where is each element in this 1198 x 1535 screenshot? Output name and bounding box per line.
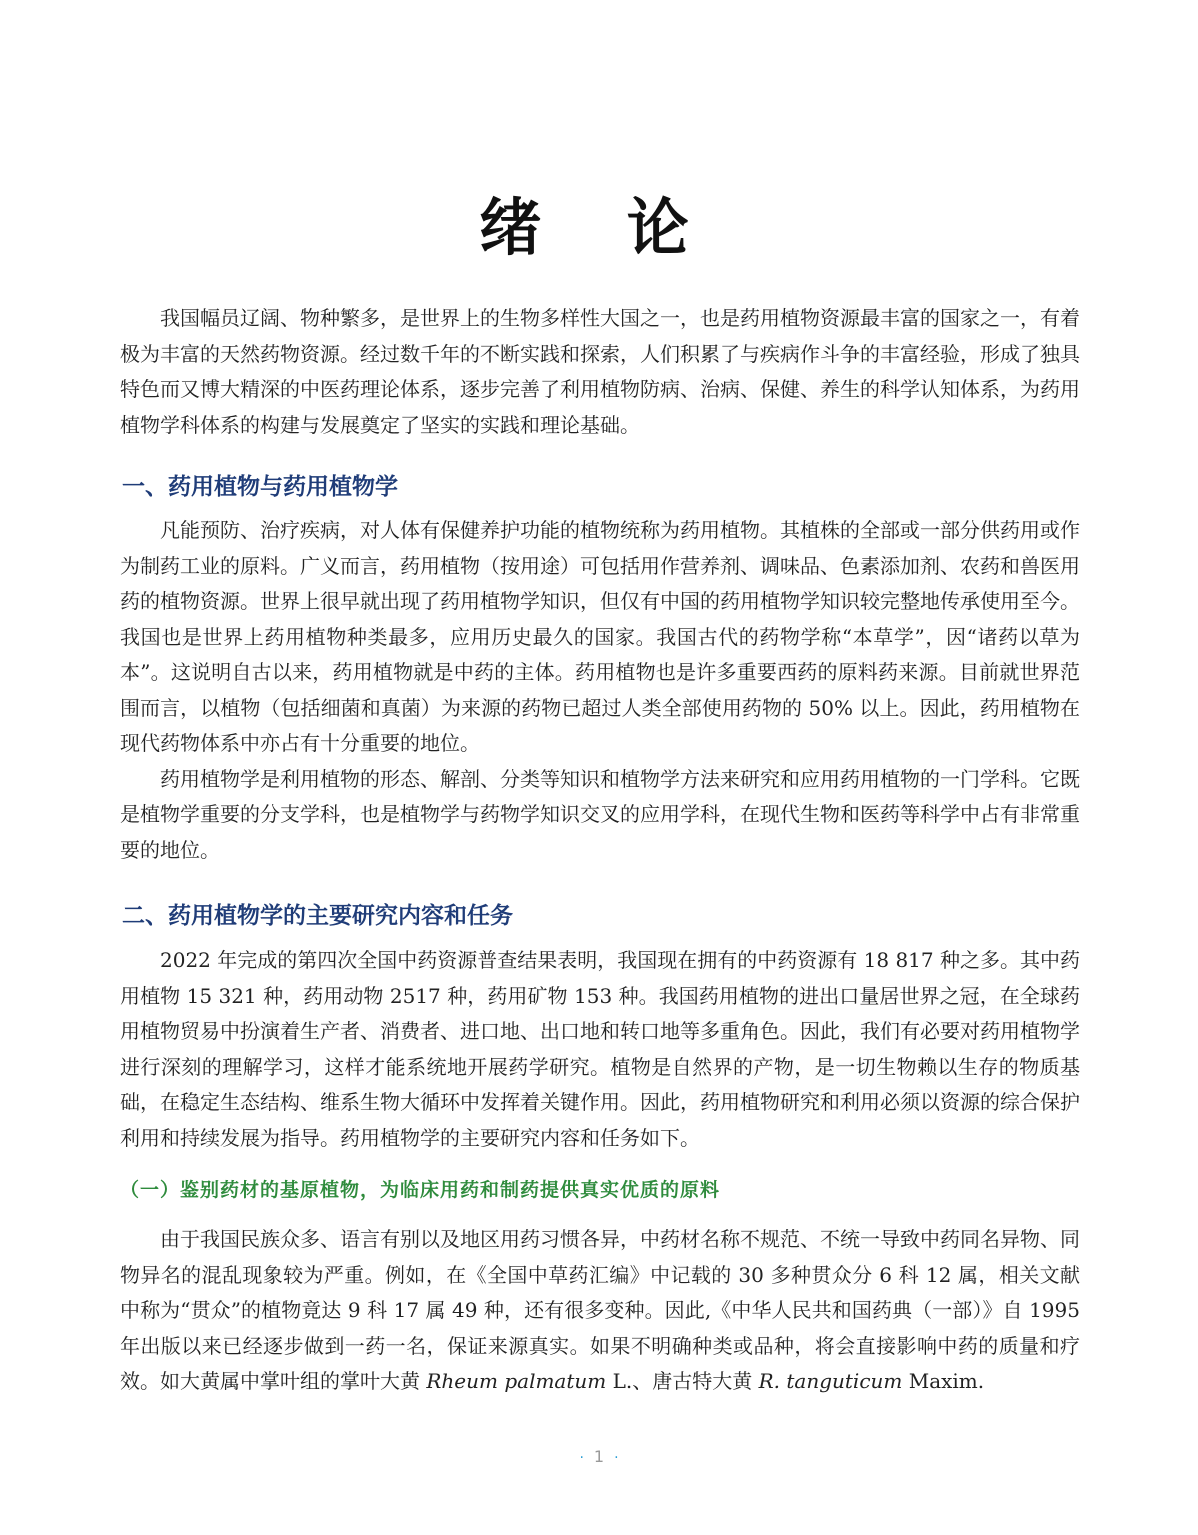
subsection-1-paragraph (120, 1222, 1080, 1400)
page-dot-right-icon: · (614, 1450, 619, 1466)
section-2-heading: 二、药用植物学的主要研究内容和任务 (122, 903, 513, 929)
species-name-rheum-palmatum: Rheum palmatum (426, 1369, 607, 1393)
section-1-body (120, 513, 1080, 868)
subsection-1 (120, 1176, 1080, 1204)
section-1-paragraph-2: 药用植物学是利用植物的形态、解剖、分类等知识和植物学方法来研究和应用药用植物的一门学科。它既是植物学重要的分支学科，也是植物学与药物学知识交叉的应用学科，在现代生物和医药等科学中占有非常重要的地位。 (120, 766, 1080, 862)
chapter-title: 绪 论 (479, 191, 721, 264)
authority-text: L.、唐古特大黄 (606, 1369, 759, 1393)
authority-text-2: Maxim. (902, 1369, 985, 1393)
subsection-1-heading: （一）鉴别药材的基原植物，为临床用药和制药提供真实优质的原料 (120, 1179, 721, 1201)
section-2 (120, 901, 1080, 931)
section-1-heading: 一、药用植物与药用植物学 (122, 474, 398, 500)
species-name-r-tanguticum: R. tanguticum (758, 1369, 903, 1393)
intro-paragraph: 我国幅员辽阔、物种繁多，是世界上的生物多样性大国之一，也是药用植物资源最丰富的国家之一，有着极为丰富的天然药物资源。经过数千年的不断实践和探索，人们积累了与疾病作斗争的丰富经验，形成了独具特色而又博大精深的中医药理论体系，逐步完善了利用植物防病、治病、保健、养生的科学认知体系，为药用植物学科体系的构建与发展奠定了坚实的实践和理论基础。 (120, 306, 1080, 437)
page-footer (0, 1447, 1198, 1466)
intro-block (120, 301, 1080, 443)
page-dot-left-icon: · (579, 1450, 584, 1466)
subsection-1-body (120, 1222, 1080, 1400)
section-1 (120, 472, 1080, 502)
section-2-body (120, 943, 1080, 1156)
section-1-paragraph-1: 凡能预防、治疗疾病，对人体有保健养护功能的植物统称为药用植物。其植株的全部或一部分供药用或作为制药工业的原料。广义而言，药用植物（按用途）可包括用作营养剂、调味品、色素添加剂、农药和兽医用药的植物资源。世界上很早就出现了药用植物学知识，但仅有中国的药用植物学知识较完整地传承使用至今。我国也是世界上药用植物种类最多，应用历史最久的国家。我国古代的药物学称“本草学”，因“诸药以草为本”。这说明自古以来，药用植物就是中药的主体。药用植物也是许多重要西药的原料药来源。目前就世界范围而言，以植物（包括细菌和真菌）为来源的药物已超过人类全部使用药物的 50% 以上。因此，药用植物在现代药物体系中亦占有十分重要的地位。 (120, 518, 1080, 755)
page-number: 1 (593, 1447, 605, 1466)
section-2-paragraph-1: 2022 年完成的第四次全国中药资源普查结果表明，我国现在拥有的中药资源有 18 817 种之多。其中药用植物 15 321 种，药用动物 2517 种，药用矿物 153 种。我国药用植物的进出口量居世界之冠，在全球药用植物贸易中扮演着生产者、消费者、进口地、出口地和转口地等多重角色。因此，我们有必要对药用植物学进行深刻的理解学习，这样才能系统地开展药学研究。植物是自然界的产物，是一切生物赖以生存的物质基础，在稳定生态结构、维系生物大循环中发挥着关键作用。因此，药用植物研究和利用必须以资源的综合保护利用和持续发展为指导。药用植物学的主要研究内容和任务如下。 (120, 948, 1080, 1150)
paragraph-text: 由于我国民族众多、语言有别以及地区用药习惯各异，中药材名称不规范、不统一导致中药同名异物、同物异名的混乱现象较为严重。例如，在《全国中草药汇编》中记载的 30 多种贯众分 6 科 12 属，相关文献中称为“贯众”的植物竟达 9 科 17 属 49 种，还有很多变种。因此,《中华人民共和国药典（一部）》自 1995 年出版以来已经逐步做到一药一名，保证来源真实。如果不明确种类或品种，将会直接影响中药的质量和疗效。如大黄属中掌叶组的掌叶大黄 (120, 1227, 1080, 1393)
